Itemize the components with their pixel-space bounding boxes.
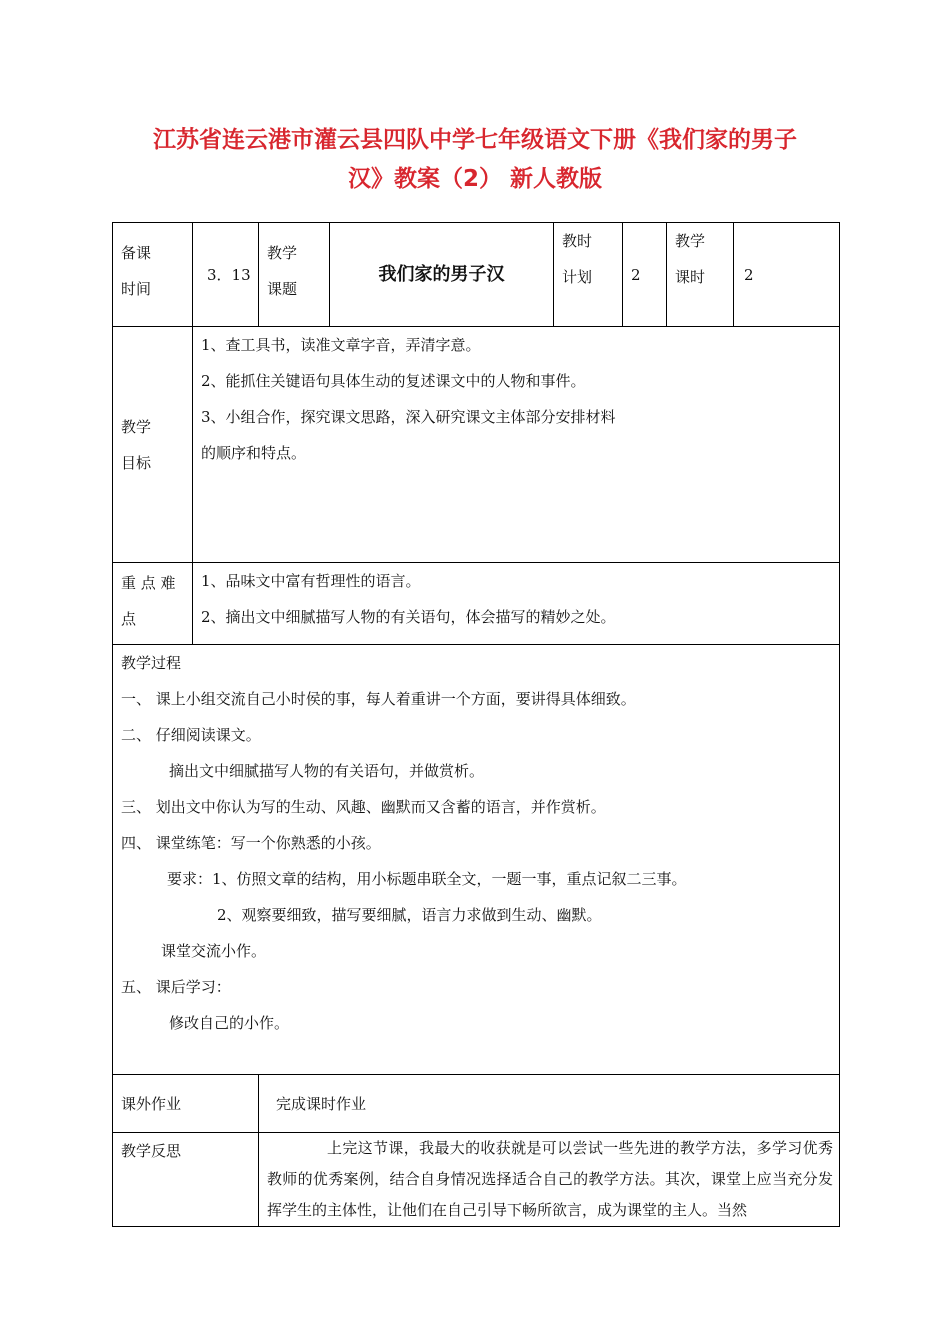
prep-time-label	[113, 223, 193, 327]
process-line: 课堂交流小作。	[161, 942, 267, 960]
reflection-label: 教学反思	[113, 1133, 259, 1227]
document-title-line-2: 汉》教案（2） 新人教版	[347, 166, 602, 192]
reflection-row	[113, 1133, 840, 1227]
hours-label-line-2: 课时	[675, 268, 706, 286]
process-line: 二、 仔细阅读课文。	[121, 726, 261, 744]
plan-value: 2	[623, 223, 667, 327]
process-line: 五、 课后学习：	[121, 978, 231, 996]
topic-label	[259, 223, 330, 327]
objective-item: 3、小组合作，探究课文思路，深入研究课文主体部分安排材料	[201, 408, 616, 426]
key-points-label	[113, 563, 193, 645]
objectives-label	[113, 327, 193, 563]
reflection-text: 上完这节课，我最大的收获就是可以尝试一些先进的教学方法，多学习优秀教师的优秀案例，结合自身情况选择适合自己的教学方法。其次，课堂上应当充分发挥学生的主体性，让他们在自己引导下畅所欲言，成为课堂的主人。当然	[259, 1133, 840, 1227]
document-title-line-1: 江苏省连云港市灌云县四队中学七年级语文下册《我们家的男子	[153, 127, 797, 153]
lesson-plan-table	[112, 222, 840, 1227]
process-line: 修改自己的小作。	[169, 1014, 290, 1032]
prep-time-value: 3．13	[193, 223, 259, 327]
homework-value: 完成课时作业	[259, 1075, 840, 1133]
objective-item: 1、查工具书，读准文章字音，弄清字意。	[201, 336, 481, 354]
process-heading: 教学过程	[121, 654, 182, 672]
plan-label-line-2: 计划	[562, 268, 593, 286]
objectives-content	[193, 327, 840, 563]
hours-value: 2	[734, 223, 840, 327]
header-row	[113, 223, 840, 327]
hours-label	[667, 223, 734, 327]
process-line: 摘出文中细腻描写人物的有关语句，并做赏析。	[169, 762, 485, 780]
process-line: 要求：1、仿照文章的结构，用小标题串联全文，一题一事，重点记叙二三事。	[167, 870, 687, 888]
topic-value: 我们家的男子汉	[330, 223, 554, 327]
process-content	[113, 645, 840, 1075]
homework-label: 课外作业	[113, 1075, 259, 1133]
objective-item: 2、能抓住关键语句具体生动的复述课文中的人物和事件。	[201, 372, 586, 390]
key-points-label-line-1: 重 点 难	[121, 574, 176, 592]
process-row	[113, 645, 840, 1075]
objectives-label-line-2: 目标	[121, 453, 152, 472]
plan-label-line-1: 教时	[562, 232, 593, 250]
topic-label-line-2: 课题	[267, 280, 298, 298]
process-line: 三、 划出文中你认为写的生动、风趣、幽默而又含蓄的语言，并作赏析。	[121, 798, 606, 816]
homework-row	[113, 1075, 840, 1133]
prep-time-label-line-2: 时间	[121, 280, 152, 298]
topic-label-line-1: 教学	[267, 244, 298, 262]
key-points-label-line-2: 点	[121, 610, 137, 628]
key-point-item: 2、摘出文中细腻描写人物的有关语句，体会描写的精妙之处。	[201, 608, 616, 626]
process-line: 四、 课堂练笔：写一个你熟悉的小孩。	[121, 834, 381, 852]
plan-label	[554, 223, 623, 327]
objective-item: 的顺序和特点。	[201, 444, 307, 462]
prep-time-label-line-1: 备课	[121, 244, 152, 262]
key-points-row	[113, 563, 840, 645]
objectives-row	[113, 327, 840, 563]
key-point-item: 1、品味文中富有哲理性的语言。	[201, 572, 421, 590]
hours-label-line-1: 教学	[675, 232, 706, 250]
key-points-content	[193, 563, 840, 645]
process-line: 2、观察要细致，描写要细腻，语言力求做到生动、幽默。	[217, 906, 602, 924]
objectives-label-line-1: 教学	[121, 417, 152, 436]
process-line: 一、 课上小组交流自己小时侯的事，每人着重讲一个方面，要讲得具体细致。	[121, 690, 636, 708]
